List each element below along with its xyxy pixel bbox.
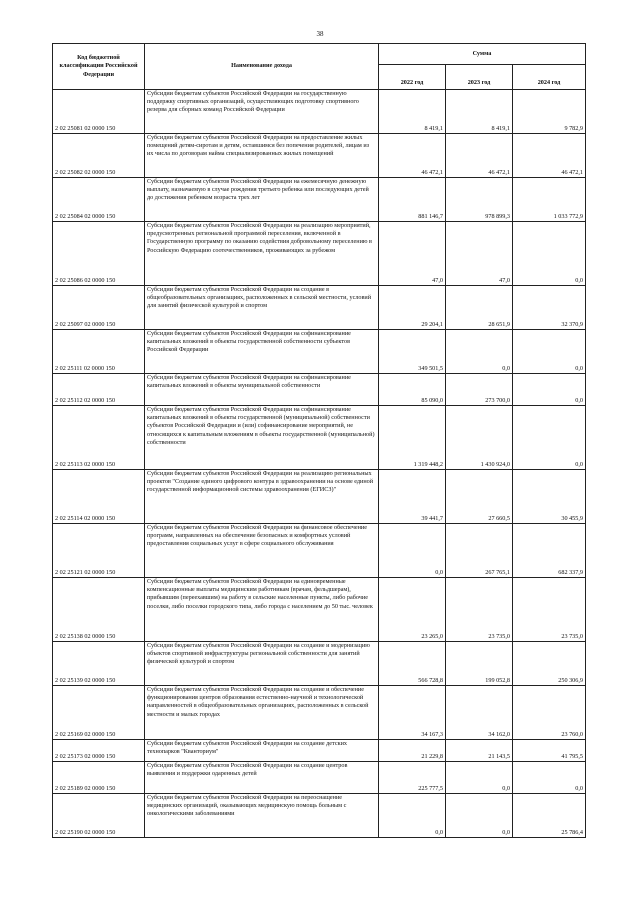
amount-2023-cell: 27 660,5: [446, 470, 513, 524]
table-row: [53, 642, 586, 686]
header-name: Наименование дохода: [145, 44, 379, 90]
table-row: [53, 470, 586, 524]
table-row: [53, 374, 586, 406]
income-name-cell: Субсидии бюджетам субъектов Российской Федерации на предоставление жилых помещений детям-сиротам и детям, оставшимся без попечения родителей, лицам из их числа по договорам найма специализированных жилых помещений: [145, 134, 379, 178]
budget-code-cell: 2 02 25111 02 0000 150: [53, 330, 145, 374]
amount-2022-cell: 349 501,5: [379, 330, 446, 374]
amount-2024-cell: 0,0: [513, 222, 586, 286]
header-sum: Сумма: [379, 44, 586, 65]
table-row: [53, 524, 586, 578]
income-name-cell: Субсидии бюджетам субъектов Российской Федерации на финансовое обеспечение программ, направленных на обеспечение безопасных и комфортных условий предоставления социальных услуг в сфере социального обслуживания: [145, 524, 379, 578]
amount-2022-cell: 0,0: [379, 794, 446, 838]
amount-2022-cell: 21 229,8: [379, 740, 446, 762]
table-row: [53, 90, 586, 134]
amount-2024-cell: 682 337,9: [513, 524, 586, 578]
budget-code-cell: 2 02 25138 02 0000 150: [53, 578, 145, 642]
budget-code-cell: 2 02 25081 02 0000 150: [53, 90, 145, 134]
amount-2023-cell: 199 052,8: [446, 642, 513, 686]
amount-2024-cell: 0,0: [513, 374, 586, 406]
amount-2024-cell: 9 782,9: [513, 90, 586, 134]
income-name-cell: Субсидии бюджетам субъектов Российской Федерации на создание в общеобразовательных организациях, расположенных в сельской местности, условий для занятий физической культурой и спортом: [145, 286, 379, 330]
amount-2022-cell: 29 204,1: [379, 286, 446, 330]
amount-2023-cell: 21 143,5: [446, 740, 513, 762]
amount-2022-cell: 1 319 448,2: [379, 406, 446, 470]
amount-2024-cell: 0,0: [513, 330, 586, 374]
amount-2024-cell: 250 306,9: [513, 642, 586, 686]
budget-code-cell: 2 02 25112 02 0000 150: [53, 374, 145, 406]
amount-2023-cell: 8 419,1: [446, 90, 513, 134]
amount-2024-cell: 1 033 772,9: [513, 178, 586, 222]
amount-2024-cell: 32 370,9: [513, 286, 586, 330]
table-row: [53, 686, 586, 740]
income-name-cell: Субсидии бюджетам субъектов Российской Федерации на государственную поддержку спортивных организаций, осуществляющих подготовку спортивного резерва для сборных команд Российской Федерации: [145, 90, 379, 134]
page-number: 38: [316, 30, 324, 38]
income-name-cell: Субсидии бюджетам субъектов Российской Федерации на реализацию мероприятий, предусмотренных региональной программой переселения, включенной в Государственную программу по оказанию содействия добровольному переселению в Российскую Федерацию соотечественников, проживающих за рубежом: [145, 222, 379, 286]
header-year-2022: 2022 год: [379, 65, 446, 90]
amount-2022-cell: 881 146,7: [379, 178, 446, 222]
budget-code-cell: 2 02 25190 02 0000 150: [53, 794, 145, 838]
amount-2022-cell: 85 090,0: [379, 374, 446, 406]
income-name-cell: Субсидии бюджетам субъектов Российской Федерации на единовременные компенсационные выплаты медицинским работникам (врачам, фельдшерам), прибывшим (переехавшим) на работу в сельские населенные пункты, либо рабочие поселки, либо поселки городского типа, либо города с населением до 50 тыс. человек: [145, 578, 379, 642]
budget-code-cell: 2 02 25097 02 0000 150: [53, 286, 145, 330]
amount-2023-cell: 28 651,9: [446, 286, 513, 330]
amount-2023-cell: 1 430 924,0: [446, 406, 513, 470]
table-row: [53, 178, 586, 222]
amount-2022-cell: 39 441,7: [379, 470, 446, 524]
budget-code-cell: 2 02 25086 02 0000 150: [53, 222, 145, 286]
amount-2024-cell: 0,0: [513, 762, 586, 794]
revenue-table: [52, 43, 586, 838]
table-row: [53, 578, 586, 642]
amount-2024-cell: 23 735,0: [513, 578, 586, 642]
amount-2023-cell: 0,0: [446, 330, 513, 374]
table-row: [53, 794, 586, 838]
income-name-cell: Субсидии бюджетам субъектов Российской Федерации на создание и обеспечение функционирования центров образования естественно-научной и технологической направленностей в общеобразовательных организациях, расположенных в сельской местности и малых городах: [145, 686, 379, 740]
amount-2023-cell: 267 765,1: [446, 524, 513, 578]
amount-2022-cell: 8 419,1: [379, 90, 446, 134]
table-row: [53, 406, 586, 470]
header-year-2023: 2023 год: [446, 65, 513, 90]
table-row: [53, 222, 586, 286]
budget-code-cell: 2 02 25139 02 0000 150: [53, 642, 145, 686]
amount-2022-cell: 34 167,3: [379, 686, 446, 740]
budget-code-cell: 2 02 25082 02 0000 150: [53, 134, 145, 178]
income-name-cell: Субсидии бюджетам субъектов Российской Федерации на софинансирование капитальных вложений в объекты муниципальной собственности: [145, 374, 379, 406]
budget-code-cell: 2 02 25113 02 0000 150: [53, 406, 145, 470]
income-name-cell: Субсидии бюджетам субъектов Российской Федерации на создание детских технопарков "Кванториум": [145, 740, 379, 762]
amount-2023-cell: 23 735,0: [446, 578, 513, 642]
budget-code-cell: 2 02 25189 02 0000 150: [53, 762, 145, 794]
budget-code-cell: 2 02 25121 02 0000 150: [53, 524, 145, 578]
income-name-cell: Субсидии бюджетам субъектов Российской Федерации на софинансирование капитальных вложений в объекты государственной собственности субъектов Российской Федерации: [145, 330, 379, 374]
table-row: [53, 762, 586, 794]
amount-2023-cell: 978 899,3: [446, 178, 513, 222]
income-name-cell: Субсидии бюджетам субъектов Российской Федерации на создание и модернизацию объектов спортивной инфраструктуры региональной собственности для занятий физической культурой и спортом: [145, 642, 379, 686]
header-code: Код бюджетной классификации Российской Федерации: [53, 44, 145, 90]
amount-2023-cell: 0,0: [446, 762, 513, 794]
budget-code-cell: 2 02 25114 02 0000 150: [53, 470, 145, 524]
amount-2023-cell: 47,0: [446, 222, 513, 286]
budget-code-cell: 2 02 25084 02 0000 150: [53, 178, 145, 222]
table-body: [53, 90, 586, 838]
amount-2022-cell: 0,0: [379, 524, 446, 578]
amount-2022-cell: 566 728,8: [379, 642, 446, 686]
budget-code-cell: 2 02 25169 02 0000 150: [53, 686, 145, 740]
amount-2022-cell: 47,0: [379, 222, 446, 286]
table-header: [53, 44, 586, 90]
table-row: [53, 330, 586, 374]
amount-2024-cell: 46 472,1: [513, 134, 586, 178]
income-name-cell: Субсидии бюджетам субъектов Российской Федерации на ежемесячную денежную выплату, назначаемую в случае рождения третьего ребенка или последующих детей до достижения ребенком возраста трех лет: [145, 178, 379, 222]
budget-code-cell: 2 02 25173 02 0000 150: [53, 740, 145, 762]
income-name-cell: Субсидии бюджетам субъектов Российской Федерации на создание центров выявления и поддержки одаренных детей: [145, 762, 379, 794]
table-row: [53, 286, 586, 330]
amount-2024-cell: 30 455,9: [513, 470, 586, 524]
amount-2023-cell: 34 162,0: [446, 686, 513, 740]
table-row: [53, 134, 586, 178]
amount-2023-cell: 46 472,1: [446, 134, 513, 178]
amount-2024-cell: 41 795,5: [513, 740, 586, 762]
header-year-2024: 2024 год: [513, 65, 586, 90]
income-name-cell: Субсидии бюджетам субъектов Российской Федерации на переоснащение медицинских организаций, оказывающих медицинскую помощь больным с онкологическими заболеваниями: [145, 794, 379, 838]
table-row: [53, 740, 586, 762]
amount-2023-cell: 273 700,0: [446, 374, 513, 406]
amount-2022-cell: 225 777,5: [379, 762, 446, 794]
amount-2024-cell: 25 786,4: [513, 794, 586, 838]
amount-2022-cell: 46 472,1: [379, 134, 446, 178]
amount-2024-cell: 0,0: [513, 406, 586, 470]
income-name-cell: Субсидии бюджетам субъектов Российской Федерации на софинансирование капитальных вложений в объекты государственной (муниципальной) собственности субъектов Российской Федерации и (или) софинансирование мероприятий, не относящихся к капитальным вложениям в объекты государственной (муниципальной) собственности: [145, 406, 379, 470]
amount-2024-cell: 23 760,0: [513, 686, 586, 740]
income-name-cell: Субсидии бюджетам субъектов Российской Федерации на реализацию региональных проектов "Создание единого цифрового контура в здравоохранении на основе единой государственной информационной системы здравоохранения (ЕГИСЗ)": [145, 470, 379, 524]
amount-2022-cell: 23 265,0: [379, 578, 446, 642]
amount-2023-cell: 0,0: [446, 794, 513, 838]
